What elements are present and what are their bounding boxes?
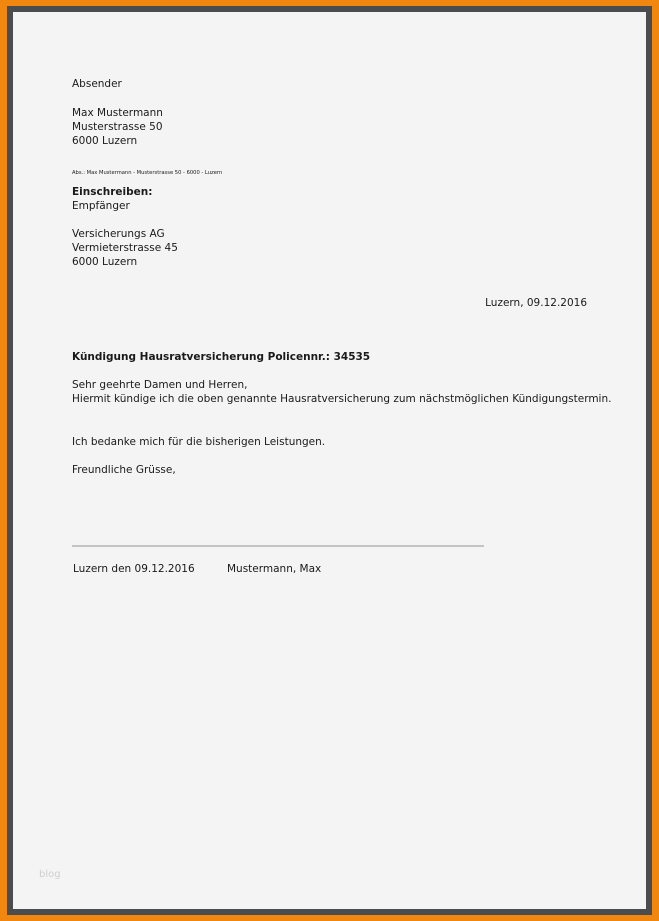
sender-heading: Absender: [72, 78, 122, 90]
return-address-line: Abs.: Max Mustermann - Musterstrasse 50 - 6000 - Luzern: [72, 170, 223, 176]
recipient-heading: Empfänger: [72, 200, 130, 212]
recipient-city: 6000 Luzern: [72, 256, 138, 268]
closing: Freundliche Grüsse,: [72, 464, 176, 476]
place-date: Luzern, 09.12.2016: [485, 297, 587, 309]
body-line-1: Hiermit kündige ich die oben genannte Hausratversicherung zum nächstmöglichen Kündigungstermin.: [72, 393, 612, 405]
sender-name: Max Mustermann: [72, 107, 163, 119]
sender-street: Musterstrasse 50: [72, 121, 163, 133]
subject: Kündigung Hausratversicherung Policennr.: 34535: [72, 351, 371, 363]
signature-place-date: Luzern den 09.12.2016: [73, 563, 195, 575]
letter-page: [13, 12, 646, 909]
recipient-street: Vermieterstrasse 45: [72, 242, 178, 254]
recipient-name: Versicherungs AG: [72, 228, 165, 240]
sender-city: 6000 Luzern: [72, 135, 138, 147]
body-line-2: Ich bedanke mich für die bisherigen Leistungen.: [72, 436, 326, 448]
delivery-note: Einschreiben:: [72, 186, 153, 198]
signature-line: [72, 545, 484, 547]
salutation: Sehr geehrte Damen und Herren,: [72, 379, 248, 391]
signature-name: Mustermann, Max: [227, 563, 322, 575]
document-frame: [7, 6, 652, 915]
watermark: blog: [39, 869, 61, 880]
